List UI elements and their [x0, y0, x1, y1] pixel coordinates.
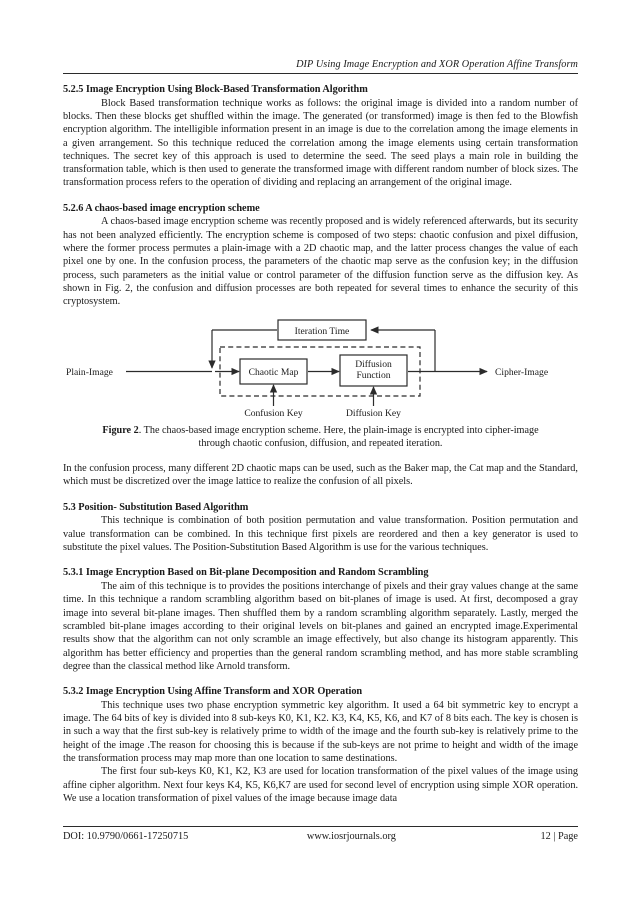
- confusion-key-label: Confusion Key: [244, 407, 303, 419]
- paragraph-5-3-2-1: This technique uses two phase encryption symmetric key algorithm. It used a 64 bit symmetric key to encrypt a image. The 64 bits of key is divided into 8 sub-keys K0, K1, K2. K3, K4, K5, K6, and K7 of 8 bits each. The key is chosen is in such a way that the first sub-key is relatively prime to width of the image and the fourth sub-key is relatively prime to the height of the image .The reason for choosing this is because if the sub-keys are not prime to height and width of the image the transformation process may map more than one location to same destinations.: [63, 699, 578, 765]
- paragraph-5-3-1: This technique is combination of both position permutation and value transformation. Position permutation and value transformation can be combined. In this technique first pixels are reordered and then a key generator is used to substitute the pixel values. The Position-Substitution Based Algorithm is use for the various techniques.: [63, 515, 578, 554]
- spacer: [63, 673, 578, 685]
- paragraph-5-3-1-1: The aim of this technique is to provides the positions interchange of pixels and their gray values change at the same time. In this technique a random scrambling algorithm based on bit-planes of image is used. At first, decomposed a gray image into several bit-plane images. Then shuffled them by a random scrambling algorithm separately. Lastly, merged the scrambled bit-plane images according to their original levels on bit-planes and gained an encrypted image.Experimental results show that the algorithm can not only scramble an image effectively, but also change its histogram apparently. This algorithm has better efficiency and properties than the general random scrambling method, and has more stable scrambling degree than the classical method like Arnold transform.: [63, 581, 578, 672]
- footer-website[interactable]: www.iosrjournals.org: [306, 831, 396, 842]
- iteration-time-label: Iteration Time: [294, 325, 350, 337]
- section-heading-5-3-1: 5.3.1 Image Encryption Based on Bit-plane Decomposition and Random Scrambling: [63, 567, 429, 579]
- diffusion-function-label-line1: Diffusion: [355, 358, 392, 370]
- header-rule: [63, 73, 578, 74]
- running-header: DIP Using Image Encryption and XOR Operation Affine Transform: [296, 59, 578, 70]
- section-heading-5-2-5: 5.2.5 Image Encryption Using Block-Based Transformation Algorithm: [63, 84, 368, 95]
- footer-page-number: 12 | Page: [540, 831, 578, 842]
- paragraph-5-3-2-2: The first four sub-keys K0, K1, K2, K3 are used for location transformation of the pixel values of the image using affine cipher algorithm. Next four keys K4, K5, K6,K7 are used for second level of encryption using simple XOR operation. We use a location transformation of pixel values of the image because image data: [63, 766, 578, 804]
- paragraph-5-2-6-1: A chaos-based image encryption scheme was recently proposed and is widely referenced afterwards, but its security has not been analyzed efficiently. The encryption scheme is composed of two steps: chaotic confusion and pixel diffusion, where the former process permutes a plain-image with a 2D chaotic map, and the latter process changes the value of each pixel one by one. In the confusion process, the parameters of the chaotic map serve as the confusion key; in the diffusion process, such parameters as the initial value or control parameter of the diffusion function serve as the diffusion key. As shown in Fig. 2, the confusion and diffusion processes are both repeated for several times to enhance the security of this cryptosystem.: [63, 216, 578, 308]
- page-content: [63, 58, 578, 805]
- spacer: [63, 190, 578, 202]
- footer-rule: [63, 826, 578, 827]
- figure-2-caption-rest: . The chaos-based image encryption scheme. Here, the plain-image is encrypted into cipher-image: [138, 424, 539, 436]
- figure-2-label: Figure 2: [102, 424, 139, 436]
- plain-image-label: Plain-Image: [66, 366, 113, 378]
- page-footer: [63, 826, 578, 843]
- cipher-image-label: Cipher-Image: [495, 366, 549, 378]
- figure-2-caption: [89, 424, 552, 451]
- spacer: [63, 450, 578, 462]
- chaotic-map-label: Chaotic Map: [248, 366, 299, 378]
- spacer: [63, 411, 578, 423]
- section-heading-5-2-6: 5.2.6 A chaos-based image encryption scheme: [63, 202, 260, 214]
- paragraph-5-2-5-1: Block Based transformation technique works as follows: the original image is divided into a random number of blocks. Then these blocks get shuffled within the image. The generated (or transformed) image is then fed to the Blowfish encryption algorithm. The intelligible information present in an image is due to the correlation among the image elements in a given arrangement. So this technique reduced the correlation among the image elements using certain transformation techniques. The secret key of this approach is used to determine the seed. The seed plays a main role in building the transformation table, which is then used to generate the transformed image with different random number of block sizes. The transformation process refers to the operation of dividing and replacing an arrangement of the original image.: [63, 97, 578, 189]
- diffusion-key-label: Diffusion Key: [346, 407, 401, 419]
- section-heading-5-3: 5.3 Position- Substitution Based Algorithm: [63, 501, 249, 513]
- spacer: [63, 489, 578, 501]
- paragraph-after-figure: In the confusion process, many different 2D chaotic maps can be used, such as the Baker map, the Cat map and the Standard, which must be discretized over the image lattice to realize the confusion of all pixels.: [63, 463, 578, 488]
- diffusion-function-label-line2: Function: [356, 369, 391, 381]
- section-heading-5-3-2: 5.3.2 Image Encryption Using Affine Transform and XOR Operation: [63, 686, 363, 698]
- figure-2-diagram: [63, 316, 578, 419]
- spacer: [63, 554, 578, 566]
- figure-2-caption-line2: through chaotic confusion, diffusion, and repeated iteration.: [198, 437, 443, 449]
- footer-row: [63, 830, 578, 843]
- footer-doi: DOI: 10.9790/0661-17250715: [63, 831, 189, 842]
